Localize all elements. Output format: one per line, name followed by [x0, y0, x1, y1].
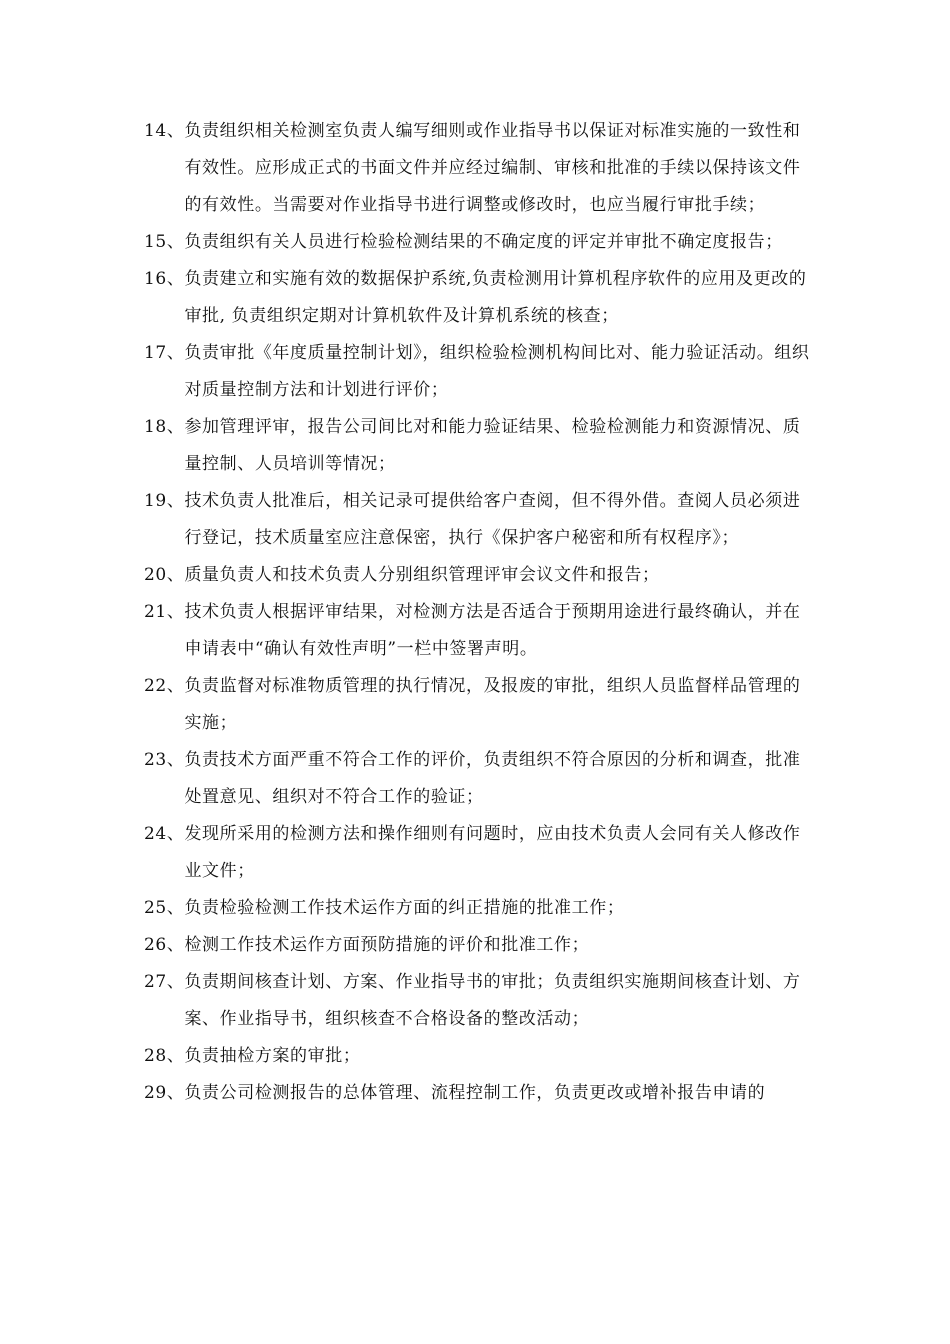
item-number: 29、	[144, 1083, 185, 1103]
item-text: 检测工作技术运作方面预防措施的评价和批准工作；	[184, 935, 590, 955]
list-item	[144, 335, 816, 409]
item-number: 18、	[144, 417, 185, 437]
item-number: 21、	[144, 602, 185, 622]
item-text: 技术负责人根据评审结果，对检测方法是否适合于预期用途进行最终确认，并在申请表中“确认有效性声明”一栏中签署声明。	[184, 602, 801, 659]
item-text: 负责抽检方案的审批；	[184, 1046, 361, 1066]
item-number: 19、	[144, 491, 185, 511]
item-text: 负责公司检测报告的总体管理、流程控制工作，负责更改或增补报告申请的	[184, 1083, 766, 1103]
item-number: 22、	[144, 676, 185, 696]
item-text: 负责组织有关人员进行检验检测结果的不确定度的评定并审批不确定度报告；	[184, 232, 783, 252]
item-text: 质量负责人和技术负责人分别组织管理评审会议文件和报告；	[184, 565, 660, 585]
item-number: 25、	[144, 898, 185, 918]
item-number: 14、	[144, 121, 185, 141]
item-text: 负责期间核查计划、方案、作业指导书的审批；负责组织实施期间核查计划、方案、作业指导书，组织核查不合格设备的整改活动；	[184, 972, 801, 1029]
item-number: 15、	[144, 232, 185, 252]
list-item	[144, 557, 816, 594]
item-text: 负责检验检测工作技术运作方面的纠正措施的批准工作；	[184, 898, 625, 918]
list-item	[144, 409, 816, 483]
item-text: 负责监督对标准物质管理的执行情况，及报废的审批，组织人员监督样品管理的实施；	[184, 676, 801, 733]
item-text: 负责组织相关检测室负责人编写细则或作业指导书以保证对标准实施的一致性和有效性。应形成正式的书面文件并应经过编制、审核和批准的手续以保持该文件的有效性。当需要对作业指导书进行调整或修改时，也应当履行审批手续；	[184, 121, 801, 215]
list-item	[144, 742, 816, 816]
item-number: 26、	[144, 935, 185, 955]
list-item	[144, 483, 816, 557]
list-item	[144, 964, 816, 1038]
responsibility-list	[144, 113, 816, 1112]
list-item	[144, 927, 816, 964]
item-number: 16、	[144, 269, 185, 289]
item-number: 20、	[144, 565, 185, 585]
list-item	[144, 594, 816, 668]
item-number: 27、	[144, 972, 185, 992]
item-text: 参加管理评审，报告公司间比对和能力验证结果、检验检测能力和资源情况、质量控制、人员培训等情况；	[184, 417, 801, 474]
item-number: 28、	[144, 1046, 185, 1066]
item-number: 24、	[144, 824, 185, 844]
item-number: 17、	[144, 343, 185, 363]
item-text: 技术负责人批准后，相关记录可提供给客户查阅，但不得外借。查阅人员必须进行登记，技术质量室应注意保密，执行《保护客户秘密和所有权程序》；	[184, 491, 801, 548]
list-item	[144, 890, 816, 927]
list-item	[144, 261, 816, 335]
list-item	[144, 1038, 816, 1075]
item-text: 负责建立和实施有效的数据保护系统,负责检测用计算机程序软件的应用及更改的审批, 负责组织定期对计算机软件及计算机系统的核查；	[184, 269, 807, 326]
item-text: 负责审批《年度质量控制计划》，组织检验检测机构间比对、能力验证活动。组织对质量控制方法和计划进行评价；	[184, 343, 810, 400]
item-text: 发现所采用的检测方法和操作细则有问题时，应由技术负责人会同有关人修改作业文件；	[184, 824, 801, 881]
item-text: 负责技术方面严重不符合工作的评价，负责组织不符合原因的分析和调查，批准处置意见、组织对不符合工作的验证；	[184, 750, 801, 807]
list-item	[144, 113, 816, 224]
list-item	[144, 816, 816, 890]
list-item	[144, 1075, 816, 1112]
list-item	[144, 668, 816, 742]
item-number: 23、	[144, 750, 185, 770]
list-item	[144, 224, 816, 261]
